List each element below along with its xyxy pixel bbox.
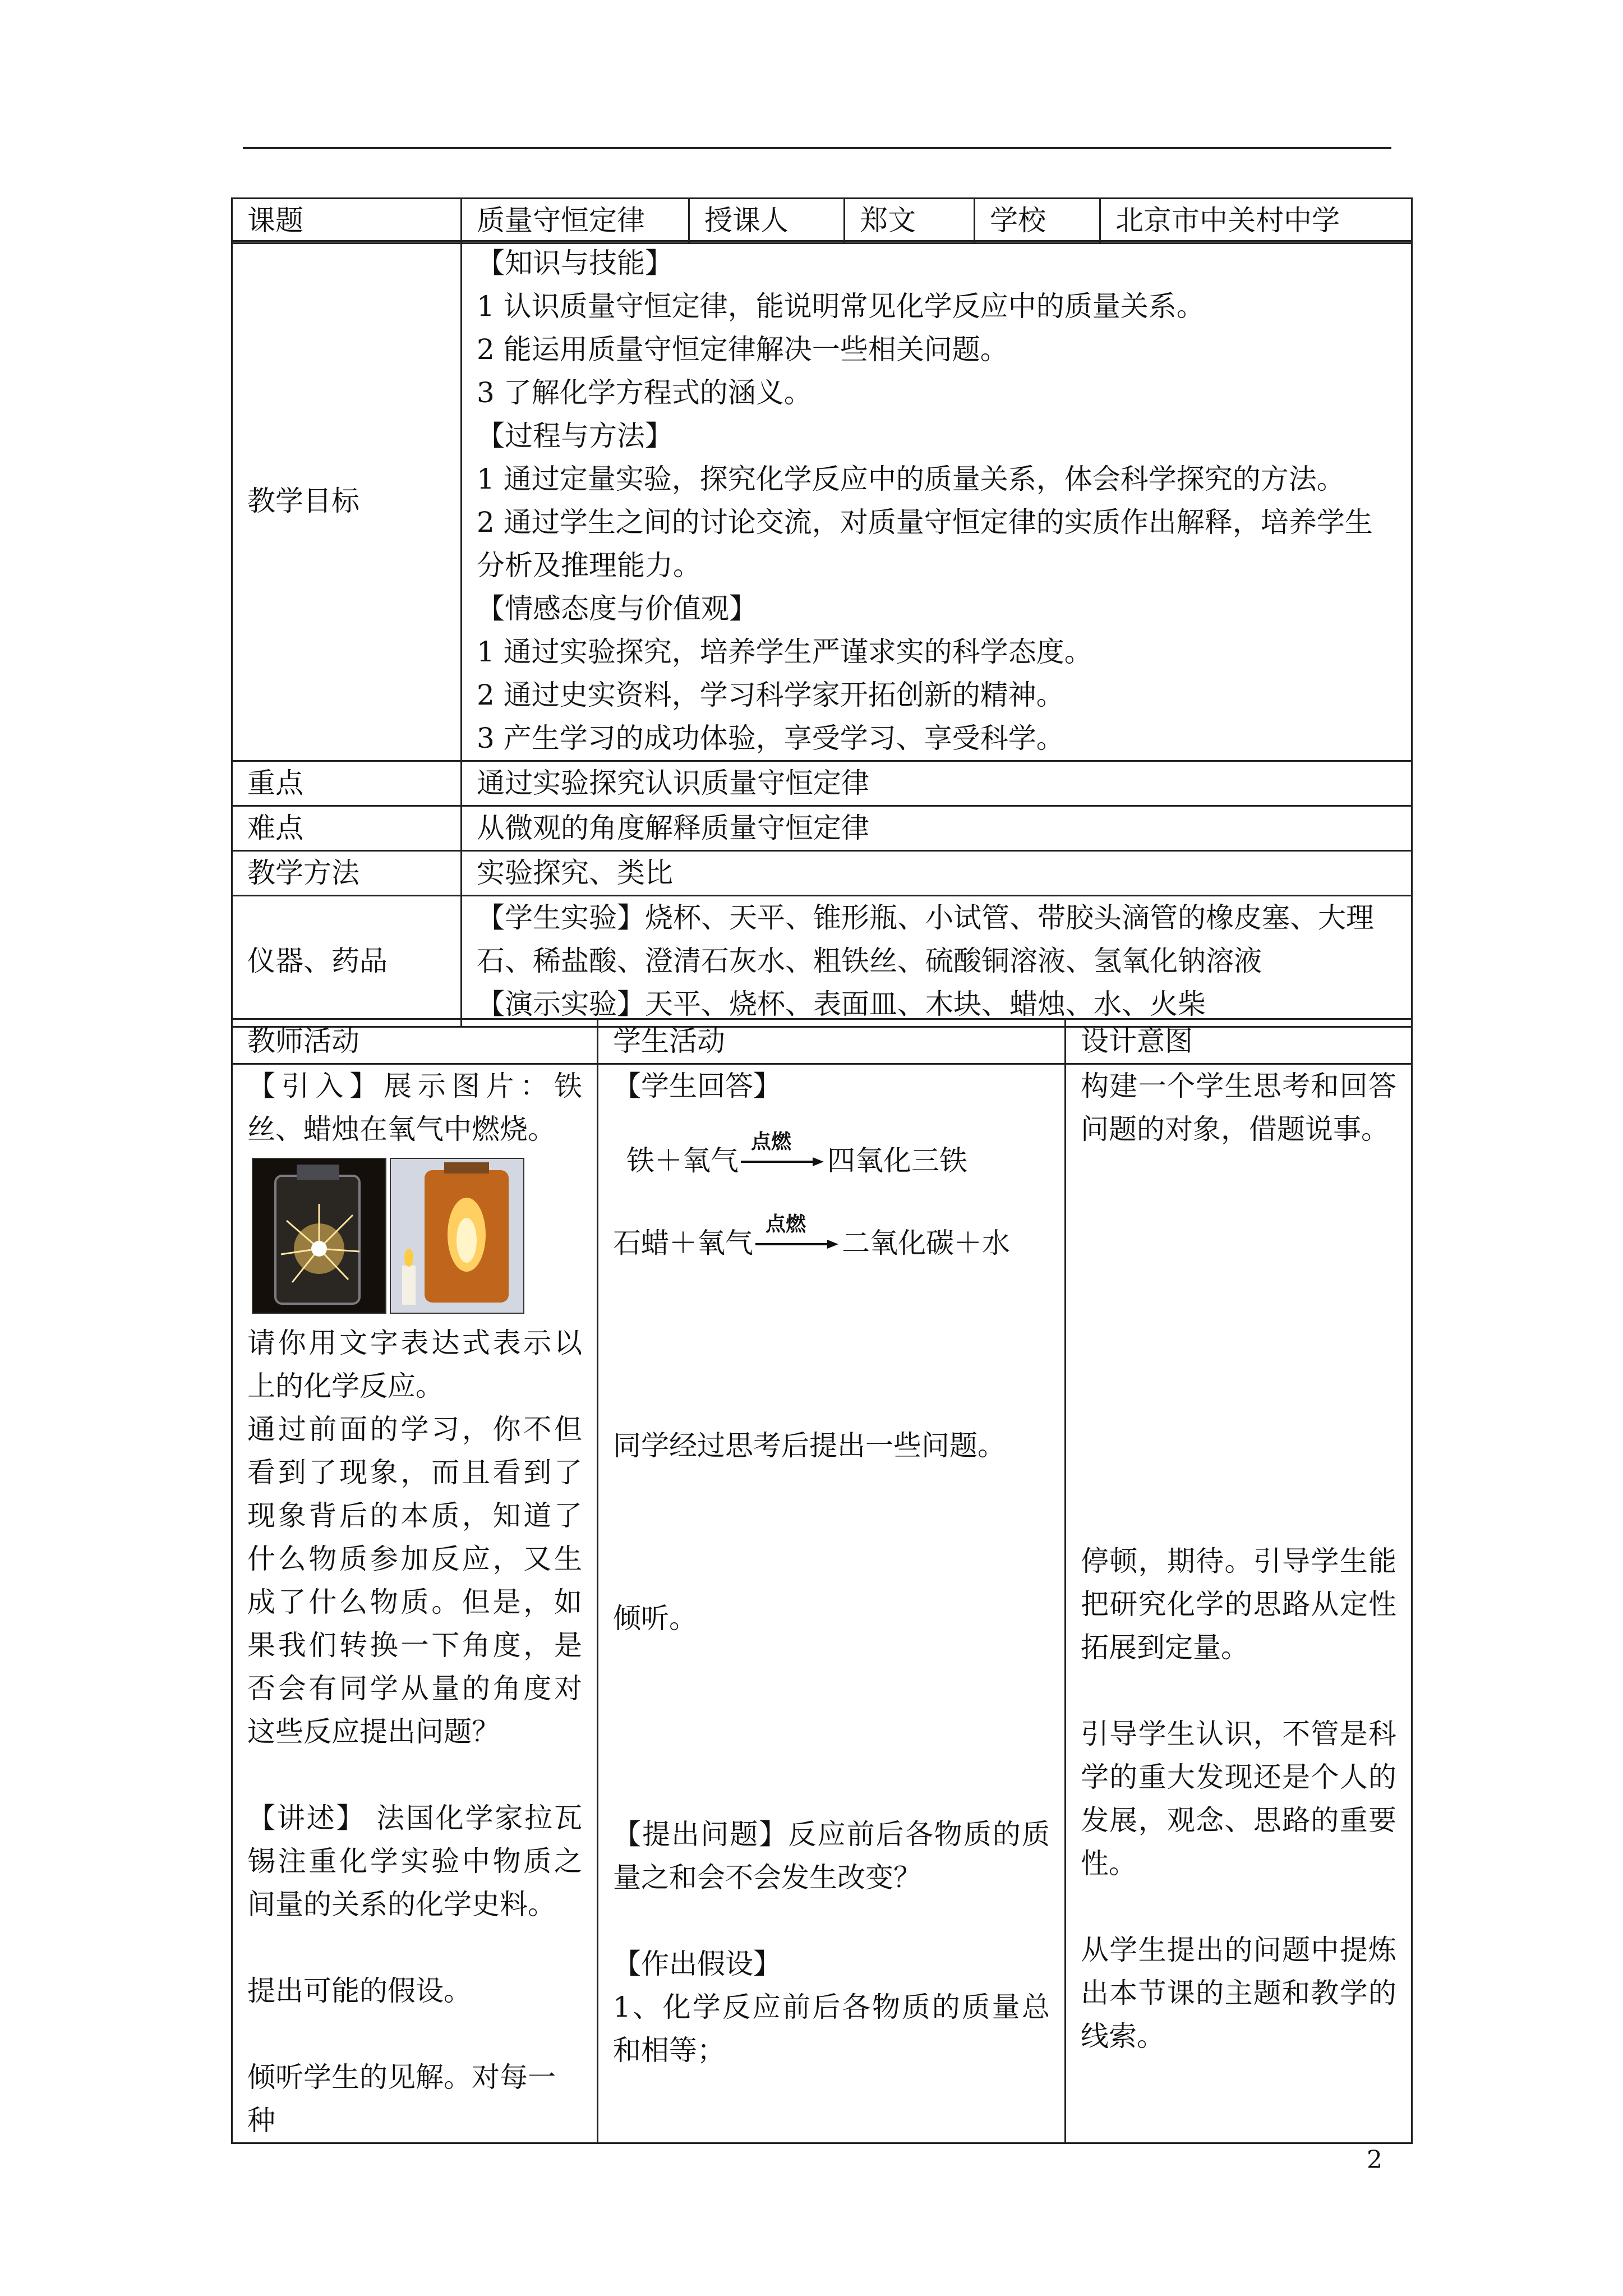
student-activity-cell — [598, 1064, 1066, 2143]
materials-content — [462, 896, 1412, 1027]
knowledge-item: 2 能运用质量守恒定律解决一些相关问题。 — [477, 333, 1008, 366]
key-point-value: 通过实验探究认识质量守恒定律 — [462, 761, 1412, 806]
difficulty-label: 难点 — [232, 806, 462, 851]
knowledge-item: 3 了解化学方程式的涵义。 — [477, 376, 812, 409]
answer-heading: 【学生回答】 — [613, 1070, 781, 1102]
process-item: 1 通过定量实验，探究化学反应中的质量关系，体会科学探究的方法。 — [477, 463, 1345, 495]
intent-2: 停顿，期待。引导学生能把研究化学的思路从定性拓展到定量。 — [1081, 1545, 1396, 1664]
eq1-reactants: 铁＋氧气 — [626, 1144, 739, 1177]
combustion-photos — [252, 1158, 582, 1314]
teacher-label: 授课人 — [689, 199, 845, 243]
intent-4: 从学生提出的问题中提炼出本节课的主题和教学的线索。 — [1081, 1934, 1396, 2053]
process-item: 分析及推理能力。 — [477, 549, 701, 582]
equation-iron — [626, 1130, 1050, 1182]
equation-paraffin — [613, 1212, 1050, 1265]
school-label: 学校 — [975, 199, 1100, 243]
demo-materials-line: 【演示实验】天平、烧杯、表面皿、木块、蜡烛、水、火柴 — [477, 988, 1206, 1020]
intent-cell — [1066, 1064, 1412, 2143]
ask-equation-text: 请你用文字表达式表示以上的化学反应。 — [247, 1327, 582, 1402]
page-number: 2 — [1367, 2146, 1382, 2174]
attitude-item: 3 产生学习的成功体验，享受学习、享受科学。 — [477, 722, 1064, 754]
intent-1: 构建一个学生思考和回答问题的对象，借题说事。 — [1081, 1070, 1396, 1145]
attitude-heading: 【情感态度与价值观】 — [477, 592, 757, 625]
col-teacher-header: 教师活动 — [232, 1019, 598, 1064]
listen-text: 倾听学生的见解。对每一种 — [247, 2061, 556, 2137]
student-materials-line: 石、稀盐酸、澄清石灰水、粗铁丝、硫酸铜溶液、氢氧化钠溶液 — [477, 945, 1262, 977]
reaction-arrow-icon — [755, 1212, 840, 1265]
difficulty-value: 从微观的角度解释质量守恒定律 — [462, 806, 1412, 851]
key-point-label: 重点 — [232, 761, 462, 806]
activities-table — [231, 1018, 1413, 2144]
reaction-arrow-icon — [741, 1130, 825, 1182]
topic-value: 质量守恒定律 — [462, 199, 689, 243]
method-label: 教学方法 — [232, 851, 462, 896]
eq2-reactants: 石蜡＋氧气 — [613, 1227, 753, 1259]
school-value: 北京市中关村中学 — [1100, 199, 1412, 243]
lesson-header-table — [231, 197, 1413, 244]
materials-label: 仪器、药品 — [232, 896, 462, 1027]
eq2-product: 二氧化碳＋水 — [842, 1227, 1010, 1259]
ask-question-text: 通过前面的学习，你不但看到了现象，而且看到了现象背后的本质，知道了什么物质参加反应，又生成了什么物质。但是，如果我们转换一下角度，是否会有同学从量的角度对这些反应提出问题？ — [247, 1413, 582, 1748]
hypothesis-item: 1、化学反应前后各物质的质量总和相等； — [613, 1991, 1050, 2067]
attitude-item: 1 通过实验探究，培养学生严谨求实的科学态度。 — [477, 636, 1092, 668]
teacher-value: 郑文 — [845, 199, 975, 243]
teacher-activity-cell — [232, 1064, 598, 2143]
candle-burning-photo — [390, 1158, 524, 1314]
knowledge-item: 1 认识质量守恒定律，能说明常见化学反应中的质量关系。 — [477, 290, 1205, 323]
iron-wire-burning-photo — [252, 1158, 386, 1314]
lecture-text: 【讲述】 法国化学家拉瓦锡注重化学实验中物质之间量的关系的化学史料。 — [247, 1802, 582, 1921]
student-listen-text: 倾听。 — [613, 1602, 697, 1635]
hypothesis-heading: 【作出假设】 — [613, 1948, 781, 1980]
objectives-label: 教学目标 — [232, 241, 462, 761]
intent-3: 引导学生认识，不管是科学的重大发现还是个人的发展，观念、思路的重要性。 — [1081, 1718, 1396, 1880]
hypothesis-text: 提出可能的假设。 — [247, 1975, 472, 2007]
knowledge-heading: 【知识与技能】 — [477, 247, 673, 279]
col-student-header: 学生活动 — [598, 1019, 1066, 1064]
eq1-condition: 点燃 — [751, 1130, 792, 1153]
attitude-item: 2 通过史实资料，学习科学家开拓创新的精神。 — [477, 679, 1064, 711]
objectives-table — [231, 240, 1413, 1028]
objectives-content — [462, 241, 1412, 761]
process-item: 2 通过学生之间的讨论交流，对质量守恒定律的实质作出解释，培养学生 — [477, 506, 1373, 539]
col-intent-header: 设计意图 — [1066, 1019, 1412, 1064]
intro-text: 【引入】展示图片：铁丝、蜡烛在氧气中燃烧。 — [247, 1070, 582, 1145]
raise-questions-text: 同学经过思考后提出一些问题。 — [613, 1429, 1006, 1462]
process-heading: 【过程与方法】 — [477, 420, 673, 452]
header-rule — [243, 147, 1391, 149]
student-materials-line: 【学生实验】烧杯、天平、锥形瓶、小试管、带胶头滴管的橡皮塞、大理 — [477, 901, 1374, 934]
method-value: 实验探究、类比 — [462, 851, 1412, 896]
eq1-product: 四氧化三铁 — [827, 1144, 967, 1177]
topic-label: 课题 — [232, 199, 462, 243]
question-text: 【提出问题】反应前后各物质的质量之和会不会发生改变？ — [613, 1818, 1050, 1894]
eq2-condition: 点燃 — [766, 1212, 806, 1236]
